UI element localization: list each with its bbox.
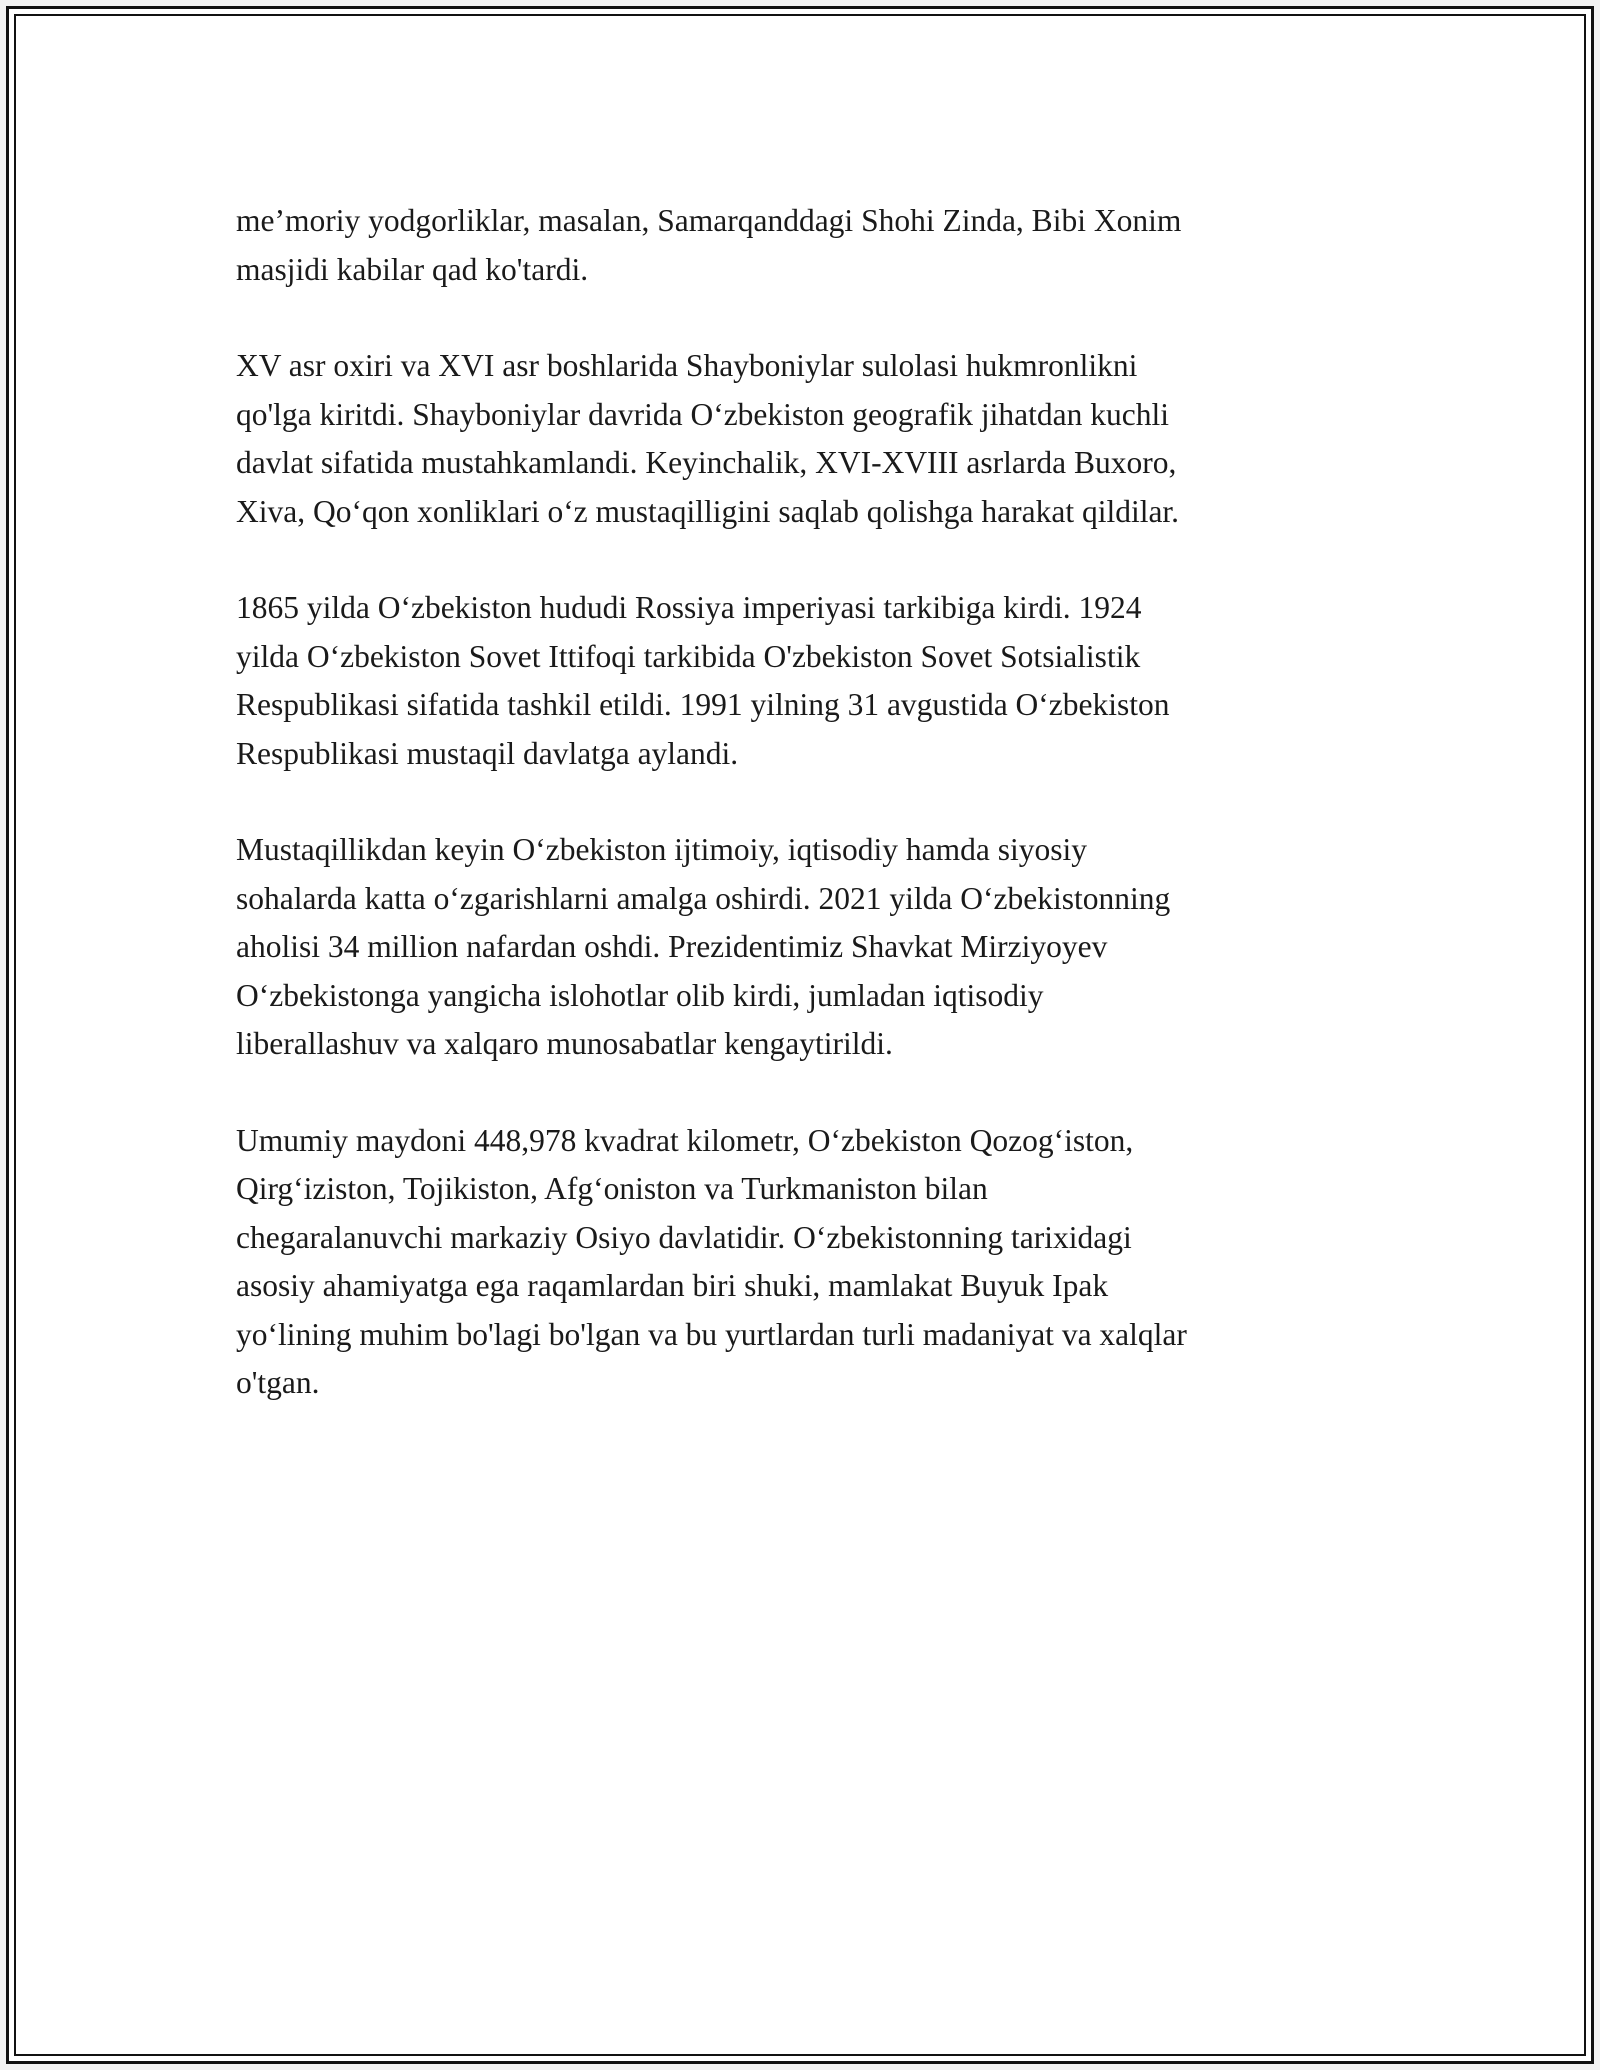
- text-line: sohalarda katta o‘zgarishlarni amalga oshirdi. 2021 yilda O‘zbekistonning: [236, 880, 1171, 916]
- text-line: o'tgan.: [236, 1365, 320, 1400]
- text-line: me’moriy yodgorliklar, masalan, Samarqanddagi Shohi Zinda, Bibi Xonim: [236, 203, 1182, 238]
- text-line: aholisi 34 million nafardan oshdi. Prezidentimiz Shavkat Mirziyoyev: [236, 929, 1108, 964]
- text-line: XV asr oxiri va XVI asr boshlarida Shayboniylar sulolasi hukmronlikni: [236, 348, 1138, 383]
- text-line: chegaralanuvchi markaziy Osiyo davlatidir. O‘zbekistonning tarixidagi: [236, 1219, 1132, 1255]
- text-line: Umumiy maydoni 448,978 kvadrat kilometr, O‘zbekiston Qozog‘iston,: [236, 1122, 1134, 1158]
- paragraph-3: [236, 584, 1376, 778]
- text-line: liberallashuv va xalqaro munosabatlar kengaytirildi.: [236, 1026, 893, 1061]
- text-line: 1865 yilda O‘zbekiston hududi Rossiya imperiyasi tarkibiga kirdi. 1924: [236, 590, 1142, 625]
- text-line: davlat sifatida mustahkamlandi. Keyinchalik, XVI-XVIII asrlarda Buxoro,: [236, 445, 1177, 480]
- text-line: Xiva, Qo‘qon xonliklari o‘z mustaqilligini saqlab qolishga harakat qildilar.: [236, 493, 1180, 529]
- text-line: qo'lga kiritdi. Shayboniylar davrida O‘zbekiston geografik jihatdan kuchli: [236, 396, 1169, 432]
- paragraph-2: [236, 342, 1376, 536]
- text-line: Qirg‘iziston, Tojikiston, Afg‘oniston va Turkmaniston bilan: [236, 1171, 988, 1206]
- paragraph-1: [236, 197, 1376, 294]
- paragraph-4: [236, 826, 1376, 1069]
- text-line: yilda O‘zbekiston Sovet Ittifoqi tarkibida O'zbekiston Sovet Sotsialistik: [236, 638, 1141, 674]
- text-line: asosiy ahamiyatga ega raqamlardan biri shuki, mamlakat Buyuk Ipak: [236, 1268, 1109, 1303]
- paragraph-5: [236, 1117, 1376, 1408]
- text-line: O‘zbekistonga yangicha islohotlar olib kirdi, jumladan iqtisodiy: [236, 977, 1044, 1013]
- text-line: Respublikasi mustaqil davlatga aylandi.: [236, 735, 739, 771]
- document-body: [236, 197, 1376, 1456]
- text-line: Respublikasi sifatida tashkil etildi. 1991 yilning 31 avgustida O‘zbekiston: [236, 687, 1170, 722]
- page-frame-inner: [14, 14, 1586, 2056]
- text-line: Mustaqillikdan keyin O‘zbekiston ijtimoiy, iqtisodiy hamda siyosiy: [236, 832, 1088, 867]
- text-line: masjidi kabilar qad ko'tardi.: [236, 251, 589, 287]
- text-line: yo‘lining muhim bo'lagi bo'lgan va bu yurtlardan turli madaniyat va xalqlar: [236, 1316, 1187, 1352]
- page-frame-outer: [6, 6, 1594, 2064]
